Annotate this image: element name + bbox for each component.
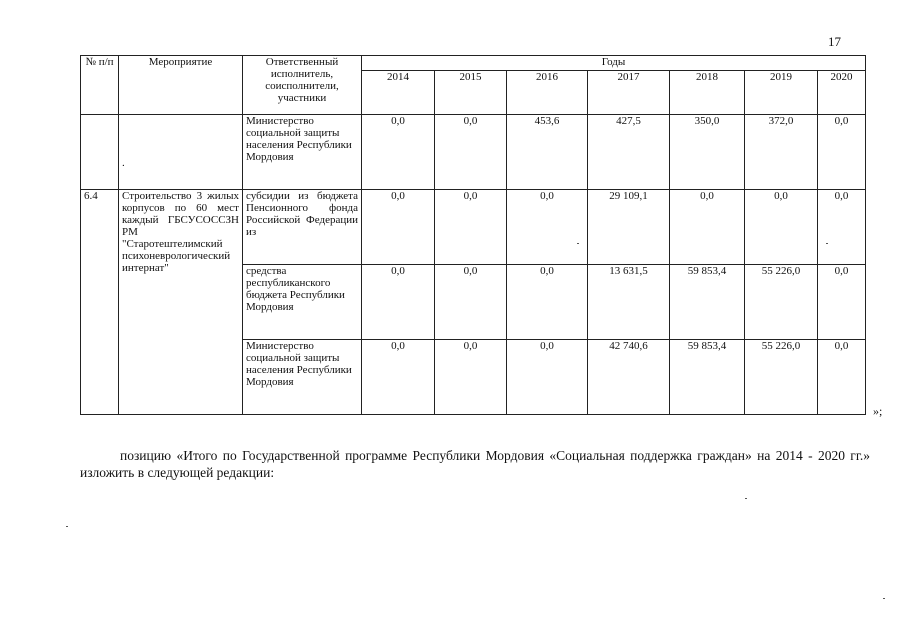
value-cell: 0,0 bbox=[435, 265, 507, 340]
value-cell: 0,0 bbox=[362, 340, 435, 415]
page-number: 17 bbox=[828, 34, 841, 49]
value-cell: 0,0 bbox=[507, 340, 588, 415]
value-cell: 13 631,5 bbox=[588, 265, 670, 340]
value-cell: 0,0 bbox=[818, 190, 866, 265]
value-cell: 0,0 bbox=[435, 340, 507, 415]
value-cell: 0,0 bbox=[507, 190, 588, 265]
header-measure: Мероприятие bbox=[119, 56, 243, 115]
program-table bbox=[80, 55, 866, 415]
scan-speck bbox=[883, 598, 885, 599]
item-num: 6.4 bbox=[81, 190, 119, 415]
row-responsible: средства республиканского бюджета Республики Мордовия bbox=[243, 265, 362, 340]
row-measure: . bbox=[119, 115, 243, 190]
value-cell: 0,0 bbox=[362, 190, 435, 265]
value-cell: 0,0 bbox=[745, 190, 818, 265]
value-cell: 453,6 bbox=[507, 115, 588, 190]
year-header: 2019 bbox=[745, 71, 818, 115]
row-num bbox=[81, 115, 119, 190]
header-responsible: Ответственный исполнитель, соисполнители, участники bbox=[243, 56, 362, 115]
value-cell: 0,0 bbox=[435, 115, 507, 190]
value-cell: 55 226,0 bbox=[745, 265, 818, 340]
value-cell: 0,0 bbox=[818, 265, 866, 340]
value-cell: 42 740,6 bbox=[588, 340, 670, 415]
year-header: 2018 bbox=[670, 71, 745, 115]
year-header: 2014 bbox=[362, 71, 435, 115]
scan-speck bbox=[66, 526, 68, 527]
header-row bbox=[81, 56, 866, 71]
header-num: № п/п bbox=[81, 56, 119, 115]
year-header: 2016 bbox=[507, 71, 588, 115]
year-header: 2015 bbox=[435, 71, 507, 115]
value-cell: 0,0 bbox=[362, 115, 435, 190]
value-cell: 0,0 bbox=[507, 265, 588, 340]
value-cell: 427,5 bbox=[588, 115, 670, 190]
value-cell: 0,0 bbox=[435, 190, 507, 265]
row-responsible: Министерство социальной защиты населения Республики Мордовия bbox=[243, 340, 362, 415]
value-cell: 372,0 bbox=[745, 115, 818, 190]
body-paragraph: позицию «Итого по Государственной программе Республики Мордовия «Социальная поддержка граждан» на 2014 - 2020 гг.» изложить в следующей редакции: bbox=[80, 447, 870, 480]
value-cell: 0,0 bbox=[818, 340, 866, 415]
year-header: 2020 bbox=[818, 71, 866, 115]
scan-speck bbox=[826, 243, 828, 244]
value-cell: 0,0 bbox=[818, 115, 866, 190]
scan-speck bbox=[577, 243, 579, 244]
table-row bbox=[81, 190, 866, 265]
item-measure: Строительство 3 жилых корпусов по 60 мест каждый ГБСУСОССЗН РМ "Старотештелимский психоневрологический интернат" bbox=[119, 190, 243, 415]
value-cell: 29 109,1 bbox=[588, 190, 670, 265]
value-cell: 0,0 bbox=[362, 265, 435, 340]
value-cell: 0,0 bbox=[670, 190, 745, 265]
value-cell: 59 853,4 bbox=[670, 265, 745, 340]
value-cell: 55 226,0 bbox=[745, 340, 818, 415]
year-header: 2017 bbox=[588, 71, 670, 115]
value-cell: 350,0 bbox=[670, 115, 745, 190]
closing-quote: »; bbox=[873, 404, 883, 418]
value-cell: 59 853,4 bbox=[670, 340, 745, 415]
header-years: Годы bbox=[362, 56, 866, 71]
scan-speck bbox=[745, 498, 747, 499]
table-row bbox=[81, 115, 866, 190]
row-responsible: Министерство социальной защиты населения Республики Мордовия bbox=[243, 115, 362, 190]
row-responsible: субсидии из бюджета Пенсионного фонда Российской Федерации из bbox=[243, 190, 362, 265]
